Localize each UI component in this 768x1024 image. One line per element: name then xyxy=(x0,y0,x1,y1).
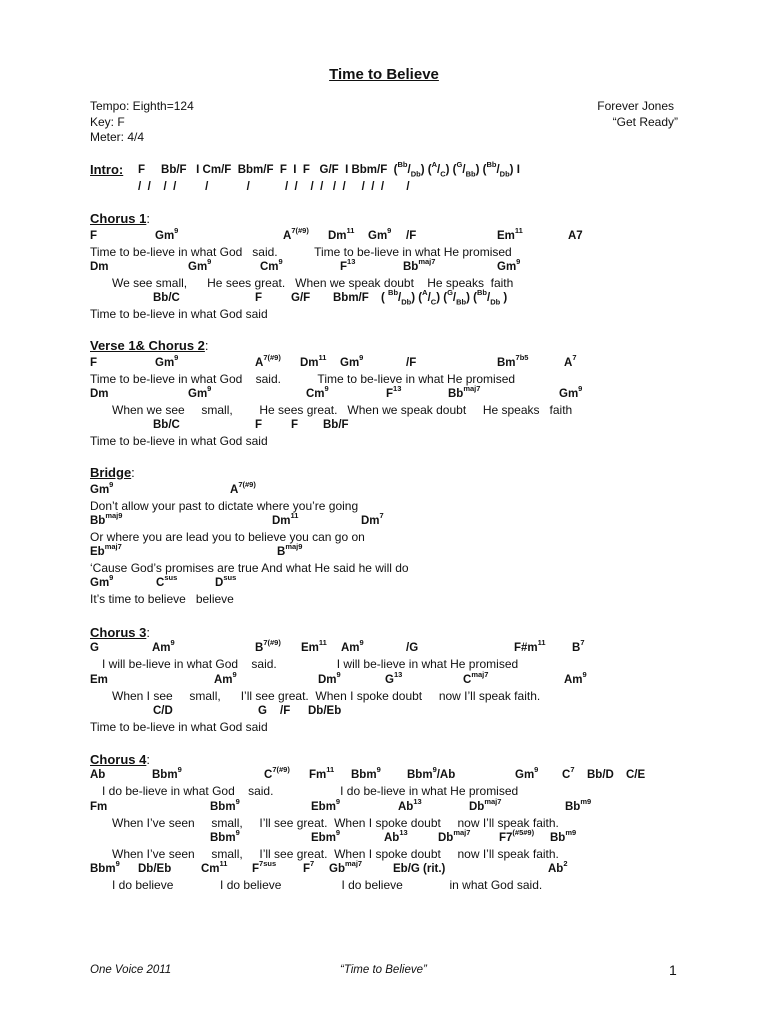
chord: Bbm/F xyxy=(237,164,274,176)
lyric-line: It’s time to believe believe xyxy=(90,592,234,606)
lyric-line: When I’ve seen small, I’ll see great. When I spoke doubt now I’ll speak faith. xyxy=(112,816,559,830)
lyric-line: Time to be-lieve in what God said. Time to be-lieve in what He promised xyxy=(90,372,516,386)
lyric-line: I do be-lieve in what God said. I do be-lieve in what He promised xyxy=(102,784,519,798)
chord: F xyxy=(138,164,146,176)
lyric-line: When I see small, I’ll see great. When I spoke doubt now I’ll speak faith. xyxy=(112,689,541,703)
chord: Bb/F xyxy=(161,164,187,176)
lyric-line: I do believe I do believe I do believe in what God said. xyxy=(112,878,543,892)
song-title: Time to Believe xyxy=(329,66,439,83)
intro-label: Intro: xyxy=(90,162,124,177)
lyric-line: Time to be-lieve in what God said xyxy=(90,307,268,321)
chord: I Bbm/F xyxy=(345,164,388,176)
section-header-chorus-1: Chorus 1: xyxy=(90,211,150,226)
key: Key: F xyxy=(90,115,125,129)
lyric-line: Don’t allow your past to dictate where you’re going xyxy=(90,499,359,513)
footer-left: One Voice 2011 xyxy=(90,964,172,976)
intro-chords: F Bb/F I Cm/F Bbm/F F I F G/F I Bbm/F $(^{Bb}/_{Db})$ $(^A/_C)$ $(^G/_{Bb})$ $(^{Bb}/_{Db})$ I xyxy=(138,160,520,179)
footer-center: “Time to Believe” xyxy=(340,964,427,976)
section-header-chorus-4: Chorus 4: xyxy=(90,752,150,767)
artist: Forever Jones xyxy=(597,99,674,113)
tempo: Tempo: Eighth=124 xyxy=(90,99,194,113)
intro-slashes: / / / / / / / / / / / / / / / / xyxy=(138,181,410,193)
lyric-line: When we see small, He sees great. When we speak doubt He speaks faith xyxy=(112,403,573,417)
album: “Get Ready” xyxy=(612,115,678,129)
lyric-line: When I’ve seen small, I’ll see great. When I spoke doubt now I’ll speak faith. xyxy=(112,847,559,861)
page-number: 1 xyxy=(669,962,677,978)
chord: I Cm/F xyxy=(196,164,232,176)
section-header-verse-1-chorus-2: Verse 1& Chorus 2: xyxy=(90,338,209,353)
section-header-chorus-3: Chorus 3: xyxy=(90,625,150,640)
meter: Meter: 4/4 xyxy=(90,130,145,144)
chord: I xyxy=(293,164,297,176)
lyric-line: Time to be-lieve in what God said xyxy=(90,720,268,734)
lyric-line: ‘Cause God’s promises are true And what He said he will do xyxy=(90,561,409,575)
section-header-bridge: Bridge: xyxy=(90,465,135,480)
lyric-line: Time to be-lieve in what God said xyxy=(90,434,268,448)
chord: F xyxy=(302,164,310,176)
lyric-line: Time to be-lieve in what God said. Time to be-lieve in what He promised xyxy=(90,245,512,259)
chord: G/F xyxy=(319,164,339,176)
chord: F xyxy=(279,164,287,176)
lyric-line: We see small, He sees great. When we speak doubt He speaks faith xyxy=(112,276,514,290)
lyric-line: I will be-lieve in what God said. I will be-lieve in what He promised xyxy=(102,657,519,671)
lyric-line: Or where you are lead you to believe you can go on xyxy=(90,530,365,544)
